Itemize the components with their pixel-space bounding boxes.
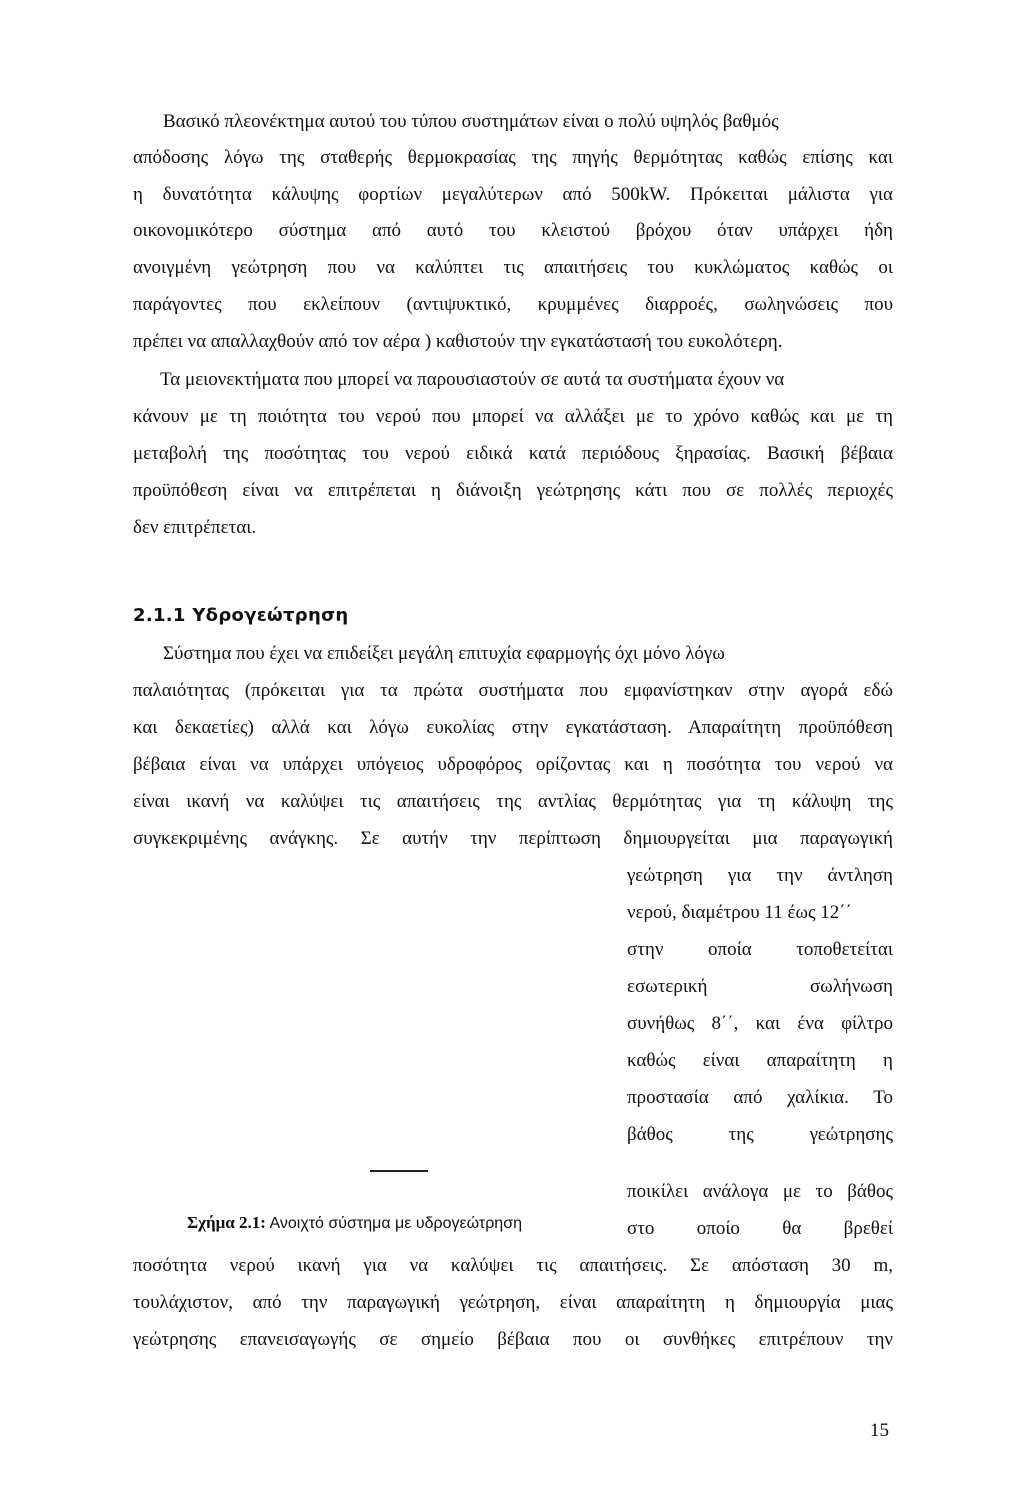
para1-line-1: Βασικό πλεονέκτημα αυτού του τύπου συστημάτων είναι ο πολύ υψηλός βαθμός [163, 111, 779, 132]
para2-line-1: Τα μειονεκτήματα που μπορεί να παρουσιαστούν σε αυτά τα συστήματα έχουν να [160, 369, 785, 390]
para2-line-2: κάνουν με τη ποιότητα του νερού που μπορεί να αλλάξει με το χρόνο καθώς και με τη [133, 406, 893, 427]
para3-line-5: είναι ικανή να καλύψει τις απαιτήσεις της αντλίας θερμότητας για τη κάλυψη της [133, 791, 893, 812]
tail-line-2: τουλάχιστον, από την παραγωγική γεώτρηση, είναι απαραίτητη η δημιουργία μιας [133, 1292, 893, 1313]
figure-caption-label: Σχήμα 2.1: [187, 1213, 266, 1232]
figure-rule [370, 1170, 428, 1172]
para3-line-2: παλαιότητας (πρόκειται για τα πρώτα συστήματα που εμφανίστηκαν στην αγορά εδώ [133, 680, 893, 701]
column-line-5: συνήθως 8΄΄, και ένα φίλτρο [627, 1013, 893, 1034]
para2-line-4: προϋπόθεση είναι να επιτρέπεται η διάνοιξη γεώτρησης κάτι που σε πολλές περιοχές [133, 480, 893, 501]
para3-line-4: βέβαια είναι να υπάρχει υπόγειος υδροφόρος ορίζοντας και η ποσότητα του νερού να [133, 754, 893, 775]
figure-caption [187, 1213, 522, 1233]
para2-line-5: δεν επιτρέπεται. [133, 517, 257, 538]
page-number: 15 [870, 1420, 889, 1441]
para1-line-6: παράγοντες που εκλείπουν (αντιψυκτικό, κρυμμένες διαρροές, σωληνώσεις που [133, 294, 893, 315]
column-line-1: γεώτρηση για την άντληση [627, 865, 893, 886]
column-line-7: προστασία από χαλίκια. Το [627, 1087, 893, 1108]
figure-caption-text: Ανοιχτό σύστημα με υδρογεώτρηση [265, 1215, 522, 1232]
column-line-6: καθώς είναι απαραίτητη η [627, 1050, 893, 1071]
para3-line-3: και δεκαετίες) αλλά και λόγω ευκολίας στην εγκατάσταση. Απαραίτητη προϋπόθεση [133, 717, 893, 738]
column-line-8: βάθος της γεώτρησης [627, 1124, 893, 1145]
para1-line-7: πρέπει να απαλλαχθούν από τον αέρα ) καθιστούν την εγκατάστασή του ευκολότερη. [133, 331, 783, 352]
column-line-10: στο οποίο θα βρεθεί [627, 1218, 893, 1239]
column-line-4: εσωτερική σωλήνωση [627, 976, 893, 997]
para1-line-5: ανοιγμένη γεώτρηση που να καλύπτει τις απαιτήσεις του κυκλώματος καθώς οι [133, 257, 893, 278]
para1-line-3: η δυνατότητα κάλυψης φορτίων μεγαλύτερων από 500kW. Πρόκειται μάλιστα για [133, 184, 893, 205]
column-line-9: ποικίλει ανάλογα με το βάθος [627, 1181, 893, 1202]
tail-line-3: γεώτρησης επανεισαγωγής σε σημείο βέβαια που οι συνθήκες επιτρέπουν την [133, 1329, 893, 1350]
para2-line-3: μεταβολή της ποσότητας του νερού ειδικά κατά περιόδους ξηρασίας. Βασική βέβαια [133, 443, 893, 464]
tail-line-1: ποσότητα νερού ικανή για να καλύψει τις απαιτήσεις. Σε απόσταση 30 m, [133, 1255, 893, 1276]
column-line-2: νερού, διαμέτρου 11 έως 12΄΄ [627, 902, 852, 923]
para3-line-1: Σύστημα που έχει να επιδείξει μεγάλη επιτυχία εφαρμογής όχι μόνο λόγω [163, 643, 725, 664]
section-heading: 2.1.1 Υδρογεώτρηση [133, 605, 349, 626]
column-line-3: στην οποία τοποθετείται [627, 939, 893, 960]
para1-line-4: οικονομικότερο σύστημα από αυτό του κλειστού βρόχου όταν υπάρχει ήδη [133, 220, 893, 241]
para1-line-2: απόδοσης λόγω της σταθερής θερμοκρασίας της πηγής θερμότητας καθώς επίσης και [133, 147, 893, 168]
para3-line-6: συγκεκριμένης ανάγκης. Σε αυτήν την περίπτωση δημιουργείται μια παραγωγική [133, 828, 893, 849]
